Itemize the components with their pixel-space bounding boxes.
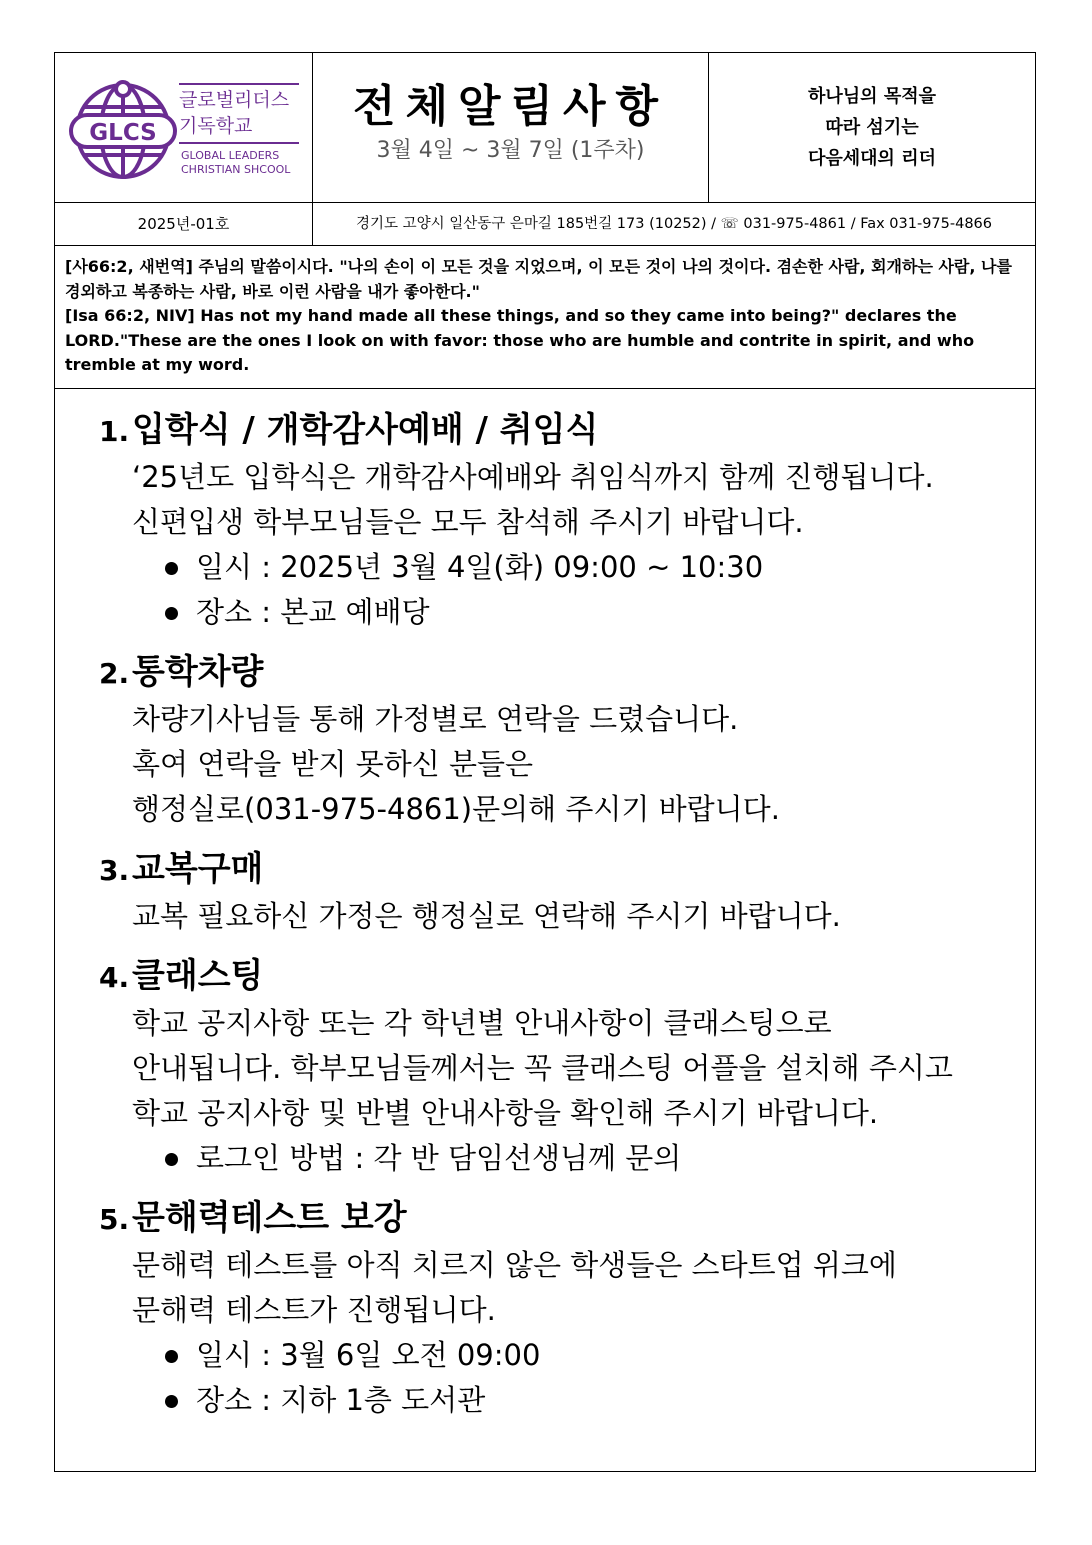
notice-content [55,389,1035,1423]
school-name-ko [179,87,289,139]
notice-section [99,846,1035,939]
school-name-ko-line2: 기독학교 [179,115,253,137]
motto-line: 다음세대의 리더 [808,148,936,169]
section-title: 입학식 / 개학감사예배 / 취임식 [132,410,599,450]
section-heading [99,846,1035,894]
notice-section [99,953,1035,1181]
title-block [313,53,709,202]
section-text: 혹여 연락을 받지 못하신 분들은 [132,747,534,781]
verse-row [55,246,1035,389]
section-number: 5. [99,1203,130,1236]
globe-cross-icon [69,75,177,183]
section-number: 1. [99,415,130,448]
school-name-ko-line1: 글로벌리더스 [179,89,290,111]
section-heading [99,649,1035,697]
section-text: 학교 공지사항 및 반별 안내사항을 확인해 주시기 바랍니다. [132,1096,879,1130]
section-heading [99,953,1035,1001]
motto-line: 하나님의 목적을 [808,86,936,107]
bullet-item: 장소 : 본교 예배당 [165,590,1035,635]
school-motto [709,53,1035,202]
section-title: 교복구매 [132,849,264,889]
school-name-en [181,149,290,177]
section-heading [99,407,1035,455]
section-title: 문해력테스트 보강 [132,1198,407,1238]
section-number: 2. [99,657,130,690]
section-text: ‘25년도 입학식은 개학감사예배와 취임식까지 함께 진행됩니다. [132,460,934,494]
week-range: 3월 4일 ~ 3월 7일 (1주차) [376,138,645,163]
notice-section [99,407,1035,635]
section-text: 교복 필요하신 가정은 행정실로 연락해 주시기 바랍니다. [132,899,841,933]
section-title: 통학차량 [132,652,264,692]
section-text: 학교 공지사항 또는 각 학년별 안내사항이 클래스팅으로 [132,1006,832,1040]
header-row [55,53,1035,203]
school-name-en-line1: GLOBAL LEADERS [181,149,280,162]
logo-rule-bottom [179,142,299,144]
page-title: 전체알림사항 [352,81,669,132]
logo-emblem-text: GLCS [89,120,157,146]
section-heading [99,1195,1035,1243]
info-row [55,203,1035,246]
bullet-item: 일시 : 3월 6일 오전 09:00 [165,1333,1035,1378]
verse-english: [Isa 66:2, NIV] Has not my hand made all these things, and so they came into being?" declares the LORD."These are the ones I look on with favor: those who are humble and contrite in spirit, and who tremble at my word. [65,306,975,374]
section-number: 4. [99,961,130,994]
section-text: 신편입생 학부모님들은 모두 참석해 주시기 바랍니다. [132,505,804,539]
notice-section [99,649,1035,832]
section-text: 안내됩니다. 학부모님들께서는 꼭 클래스팅 어플을 설치해 주시고 [132,1051,953,1085]
issue-number: 2025년-01호 [55,203,313,245]
logo-rule-top [179,83,299,85]
section-text: 문해력 테스트가 진행됩니다. [132,1293,496,1327]
bible-verse [65,255,1015,378]
notice-sheet [54,52,1036,1472]
motto-line: 따라 섬기는 [825,117,919,138]
bullet-item: 일시 : 2025년 3월 4일(화) 09:00 ~ 10:30 [165,545,1035,590]
section-title: 클래스팅 [132,956,264,996]
section-text: 문해력 테스트를 아직 치르지 않은 학생들은 스타트업 위크에 [132,1248,897,1282]
bullet-item: 장소 : 지하 1층 도서관 [165,1378,1035,1423]
notice-section [99,1195,1035,1423]
school-logo [55,53,313,202]
verse-korean: [사66:2, 새번역] 주님의 말씀이시다. "나의 손이 이 모든 것을 지었으며, 이 모든 것이 나의 것이다. 겸손한 사람, 회개하는 사람, 나를 경외하고 복종하는 사람, 바로 이런 사람을 내가 좋아한다." [65,257,1012,301]
section-text: 차량기사님들 통해 가정별로 연락을 드렸습니다. [132,702,739,736]
school-address: 경기도 고양시 일산동구 은마길 185번길 173 (10252) / ☏ 031-975-4861 / Fax 031-975-4866 [355,216,993,232]
school-name-en-line2: CHRISTIAN SHCOOL [181,163,291,176]
bullet-item: 로그인 방법 : 각 반 담임선생님께 문의 [165,1136,1035,1181]
section-text: 행정실로(031-975-4861)문의해 주시기 바랍니다. [132,792,780,826]
section-number: 3. [99,854,130,887]
